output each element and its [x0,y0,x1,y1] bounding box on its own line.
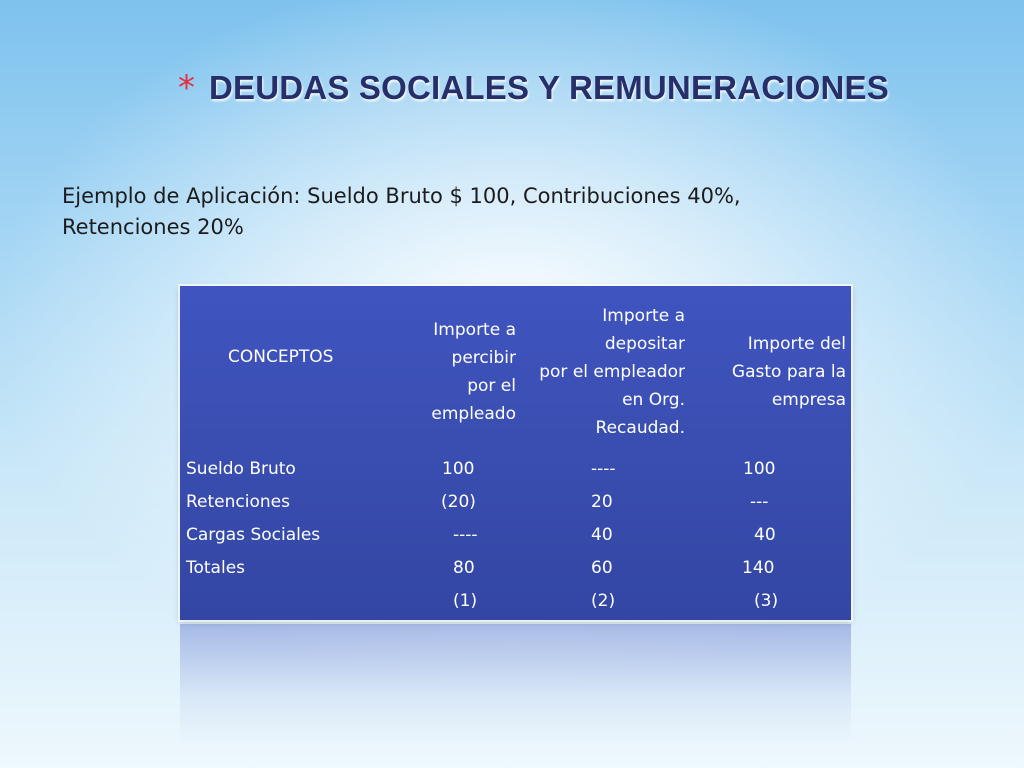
row-employee-amount: 80 [453,558,475,578]
row-deposit-amount: 60 [591,558,613,578]
row-deposit-amount: 40 [591,525,613,545]
row-deposit-amount: 20 [591,492,613,512]
row-employee-amount: 100 [442,459,475,479]
header-text: por el empleador [539,362,685,382]
header-text: empleado [431,404,516,424]
header-text: Recaudad. [595,418,685,438]
slide-title [178,66,889,110]
header-employee-amount [431,316,516,428]
header-text: Gasto para la [731,362,846,382]
payroll-table [180,286,851,620]
example-description-line-1: Ejemplo de Aplicación: Sueldo Bruto $ 100, Contribuciones 40%, [62,184,741,208]
header-text: empresa [771,390,846,410]
row-deposit-amount: ---- [591,459,616,479]
row-company-expense: 100 [743,459,776,479]
row-company-expense: 140 [742,558,775,578]
row-concept: Totales [186,558,246,578]
header-company-expense [732,330,846,414]
header-text: percibir [451,348,516,368]
row-company-expense: 40 [754,525,776,545]
title-text: DEUDAS SOCIALES Y REMUNERACIONES [209,69,889,106]
row-concept: Cargas Sociales [186,525,321,545]
header-concepts: CONCEPTOS [228,347,334,367]
header-text: Importe del [747,334,846,354]
header-text: por el [467,376,516,396]
row-concept: Sueldo Bruto [186,459,296,479]
row-deposit-amount: (2) [591,591,616,611]
example-description-line-2: Retenciones 20% [62,215,244,239]
header-deposit-amount [539,302,685,442]
row-employee-amount: ---- [453,525,478,545]
table-reflection [180,624,851,744]
row-employee-amount: (1) [453,591,478,611]
header-text: Importe a [602,306,685,326]
row-company-expense: (3) [754,591,779,611]
header-text: depositar [604,334,685,354]
example-description [62,181,842,243]
row-company-expense: --- [750,492,769,512]
header-text: Importe a [433,320,516,340]
header-text: en Org. [622,390,685,410]
row-employee-amount: (20) [441,492,476,512]
title-bullet: * [178,68,195,108]
row-concept: Retenciones [186,492,290,512]
